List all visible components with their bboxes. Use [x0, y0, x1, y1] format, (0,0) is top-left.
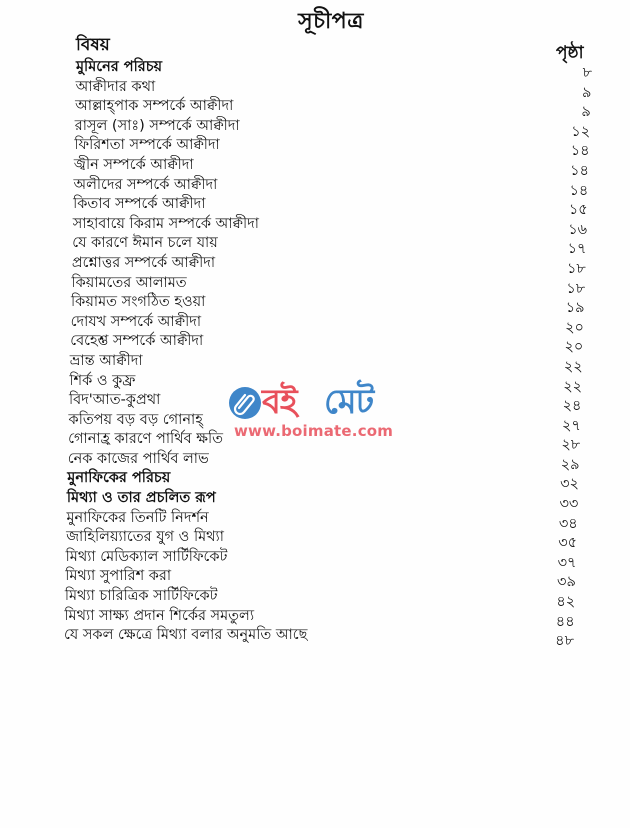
toc-entry — [0, 78, 630, 101]
toc-entry — [0, 469, 630, 493]
toc-entry — [0, 313, 630, 336]
toc-section-heading: মুনাফিকের পরিচয় — [67, 470, 171, 487]
page-title: সূচীপত্র — [298, 9, 364, 34]
toc-page-number: ২৮ — [561, 437, 581, 454]
toc-page-number: ২২ — [563, 358, 583, 375]
toc-page-number: ১৪ — [570, 143, 590, 160]
toc-page-number: ৩৯ — [557, 574, 576, 591]
toc-section-heading: মিথ্যা ও তার প্রচলিত রূপ — [66, 490, 216, 507]
watermark-logo-boi: বই — [262, 382, 297, 422]
toc-page-number: ৪৪ — [555, 613, 575, 630]
toc-entry-label: আক্বীদার কথা — [75, 78, 156, 95]
toc-entry-label: জ্বীন সম্পর্কে আক্বীদা — [73, 156, 194, 173]
toc-entry-label: যে কারণে ঈমান চলে যায় — [72, 235, 218, 252]
toc-page-number: ১৮ — [566, 280, 586, 297]
toc-entry — [0, 430, 630, 454]
toc-entry-label: মিথ্যা সুপারিশ করা — [65, 568, 172, 585]
toc-entry — [0, 450, 630, 473]
toc-entry — [0, 607, 630, 630]
topic-column-header: বিষয় — [76, 35, 110, 55]
toc-entry-label: জাহিলিয়্যাতের যুগ ও মিথ্যা — [66, 529, 224, 546]
toc-entry — [0, 528, 630, 552]
toc-entry — [0, 567, 630, 591]
toc-entry-label: অলীদের সম্পর্কে আক্বীদা — [73, 176, 218, 193]
toc-section-heading: মুমিনের পরিচয় — [76, 59, 163, 75]
toc-entry-label: দোযখ সম্পর্কে আক্বীদা — [70, 313, 202, 330]
toc-page-number: ৩৭ — [557, 554, 577, 571]
watermark-logo-mate: মেট — [324, 382, 374, 422]
toc-entry — [0, 352, 630, 375]
toc-entry-label: ভ্রান্ত আক্বীদা — [69, 352, 143, 369]
toc-entry — [0, 274, 630, 297]
toc-entry — [0, 626, 630, 650]
toc-page-number: ১৯ — [565, 300, 585, 317]
toc-page-number: ২০ — [564, 339, 584, 356]
toc-entry-label: নেক কাজের পার্থিব লাভ — [67, 450, 209, 467]
toc-entry — [0, 489, 630, 513]
toc-page-number: ৩৪ — [558, 515, 578, 532]
toc-entry-label: মিথ্যা সাক্ষ্য প্রদান শির্কের সমতুল্য — [64, 607, 255, 624]
toc-entry-label: বেহেশ্ত সম্পর্কে আক্বীদা — [70, 333, 204, 350]
toc-page-number: ৪৮ — [555, 633, 574, 650]
toc-entry-label: কতিপয় বড় বড় গোনাহ্ — [68, 411, 203, 428]
toc-entry-label: ফিরিশতা সম্পর্কে আক্বীদা — [74, 137, 220, 154]
toc-entry-label: শির্ক ও কুফ্র — [69, 372, 136, 389]
toc-entry — [0, 293, 630, 317]
toc-page-number: ২২ — [563, 378, 583, 395]
toc-entry-label: কিয়ামত সংগঠিত হওয়া — [71, 294, 206, 311]
toc-entry-label: রাসূল (সাঃ) সম্পর্কে আক্বীদা — [74, 117, 240, 134]
toc-page-number: ৩৩ — [559, 496, 579, 513]
toc-page-number: ৪২ — [556, 594, 576, 611]
toc-entry-label: যে সকল ক্ষেত্রে মিথ্যা বলার অনুমতি আছে — [64, 627, 308, 644]
toc-entry — [0, 58, 630, 81]
toc-entry-label: সাহাবায়ে কিরাম সম্পর্কে আক্বীদা — [72, 215, 259, 232]
toc-entry — [0, 97, 630, 121]
toc-entry-label: কিয়ামতের আলামত — [71, 274, 187, 291]
toc-entry — [0, 136, 630, 160]
toc-entry — [0, 332, 630, 356]
toc-page-number: ২৪ — [562, 398, 582, 415]
toc-page-number: ২০ — [565, 319, 584, 336]
toc-entry — [0, 195, 630, 219]
toc-entry — [0, 254, 630, 277]
table-of-contents — [0, 58, 630, 650]
toc-entry-label: বিদ'আত-কুপ্রথা — [68, 392, 161, 409]
toc-page-number: ১৭ — [567, 241, 587, 258]
toc-entry — [0, 391, 630, 415]
toc-page-number: ৩৫ — [558, 535, 578, 552]
toc-entry — [0, 372, 630, 395]
toc-page-number: ৯ — [581, 84, 592, 101]
toc-entry — [0, 215, 630, 238]
toc-entry — [0, 176, 630, 199]
toc-entry — [0, 411, 630, 434]
toc-page-number: ১৬ — [568, 221, 588, 238]
toc-page-number: ৯ — [581, 104, 591, 121]
toc-page-number: ১৪ — [569, 182, 589, 199]
page-column-header: পৃষ্ঠা — [556, 43, 584, 63]
toc-entry — [0, 156, 630, 179]
toc-entry-label: মিথ্যা মেডিক্যাল সার্টিফিকেট — [65, 548, 228, 565]
toc-page-number: ১২ — [571, 123, 591, 140]
toc-page-number: ১৮ — [566, 260, 586, 277]
toc-page-number: ১৫ — [568, 202, 588, 219]
toc-entry-label: প্রশ্নোত্তর সম্পর্কে আক্বীদা — [71, 254, 216, 271]
toc-entry — [0, 117, 630, 140]
toc-entry-label: গোনাহ্র কারণে পার্থিব ক্ষতি — [68, 431, 224, 448]
toc-page-number: ২৯ — [560, 456, 580, 473]
toc-entry-label: আল্লাহ্পাক সম্পর্কে আক্বীদা — [75, 98, 234, 115]
toc-entry — [0, 587, 630, 611]
watermark-url: www.boimate.com — [234, 422, 394, 440]
toc-entry — [0, 509, 630, 532]
toc-page-number: ১৪ — [570, 162, 589, 179]
toc-entry — [0, 234, 630, 258]
toc-page-number: ২৭ — [561, 417, 581, 434]
toc-page-number: ৩২ — [560, 476, 579, 493]
toc-entry-label: মিথ্যা চারিত্রিক সার্টিফিকেট — [64, 588, 218, 605]
toc-entry-label: মুনাফিকের তিনটি নিদর্শন — [66, 509, 209, 526]
toc-page-number: ৮ — [582, 65, 592, 81]
toc-entry — [0, 548, 630, 571]
toc-entry-label: কিতাব সম্পর্কে আক্বীদা — [73, 196, 206, 213]
